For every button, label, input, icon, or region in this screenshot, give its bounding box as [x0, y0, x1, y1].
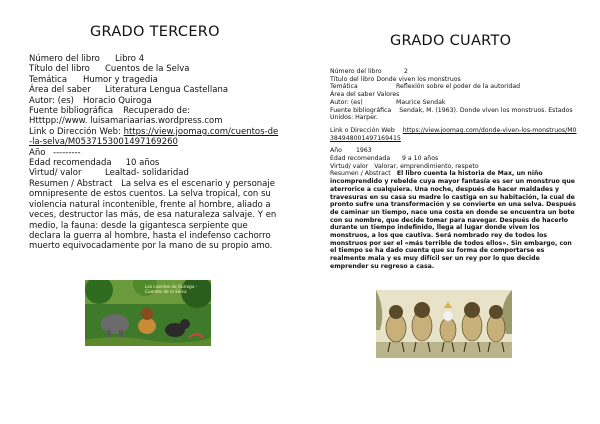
field-value: Recuperado de:	[123, 106, 191, 117]
field-value: Sendak, M. (1963). Donde viven los monstruos. Estados Unidos: Harper.	[330, 106, 573, 122]
field-autor	[29, 96, 281, 106]
resumen-text: La selva es el escenario y personaje omnipresente de estos cuentos. La selva tropical, con su violencia natural incontenible, frente al hombre, aliado a veces, destructor las más, de esa naturaleza salvaje. Y en medio, la fauna: desde la gigantesca serpiente que declara la guerra al hombre, hasta el indefenso cachorro muerto equivocadamente por la mano de su propio amo.	[29, 178, 277, 252]
field-link	[330, 127, 578, 142]
field-resumen	[29, 179, 281, 252]
field-numero	[29, 54, 281, 64]
field-area	[29, 85, 281, 95]
field-label: Área del saber	[330, 91, 375, 99]
page-title: GRADO TERCERO	[90, 24, 220, 40]
field-resumen	[330, 170, 578, 270]
field-edad	[29, 158, 281, 168]
book-cover-illustration	[85, 280, 211, 346]
field-value: Valorar, emprendimiento, respeto	[374, 162, 479, 170]
field-label: Autor: (es)	[330, 98, 363, 106]
field-label: Link o Dirección Web:	[29, 126, 121, 137]
field-label: Temática	[330, 83, 358, 91]
field-label: Título del libro	[330, 75, 375, 83]
book-record	[29, 54, 281, 252]
field-value: Horacio Quiroga	[83, 95, 152, 106]
field-label: Número del libro	[29, 54, 100, 64]
right-page	[300, 0, 600, 424]
field-tematica	[330, 83, 578, 91]
field-numero	[330, 68, 578, 76]
resumen-text: El libro cuenta la historia de Max, un niño incomprendido y rebelde cuya mayor fantasía es ser un monstruo que aterrorice a cualquiera. Una noche, después de hacer maldades y travesuras en su casa su madre lo castiga en su habitación, la cual de pronto sufre una transformación y se convierte en una selva. Después de caminar un tiempo, nace una costa en donde se encuentra un bote con su nombre, que decide tomar para navegar. Después de hacerlo durante un tiempo indefinido, llega al lugar donde viven los monstruos, a los que cautiva. Será nombrado rey de todos los monstruos por ser el «más terrible de todos ellos». Sin embargo, con el tiempo se ha dado cuenta que su forma de comportarse es realmente mala y es muy difícil ser un rey por lo que decide emprender su regreso a casa.	[330, 170, 576, 270]
web-link[interactable]: https://view.joomag.com/donde-viven-los-monstruos/M0384948001497169415	[330, 126, 577, 142]
field-value: 1963	[355, 147, 372, 155]
field-link	[29, 127, 281, 148]
field-tematica	[29, 75, 281, 85]
field-area	[330, 91, 578, 99]
field-label: Edad recomendada	[29, 158, 112, 169]
field-value: Donde viven los monstruos	[376, 75, 461, 83]
field-label: Autor: (es)	[29, 95, 74, 106]
book-cover-illustration	[376, 290, 512, 358]
field-edad	[330, 155, 578, 163]
field-label: Año	[29, 147, 46, 158]
field-virtud	[29, 168, 281, 178]
book-record	[330, 68, 578, 271]
field-label: Número del libro	[330, 68, 382, 75]
field-value: Reflexión sobre el poder de la autoridad	[396, 83, 521, 91]
field-value: Lealtad- solidaridad	[105, 168, 189, 179]
field-value: Valores	[376, 91, 400, 99]
field-virtud	[330, 163, 578, 171]
field-label: Edad recomendada	[330, 155, 391, 163]
field-label: Resumen / Abstract	[29, 178, 113, 189]
field-label: Fuente bibliográfica	[29, 106, 114, 117]
field-label: Resumen / Abstract	[330, 170, 391, 178]
field-label: Título del libro	[29, 64, 90, 75]
field-value: Humor y tragedia	[83, 74, 158, 85]
field-label: Fuente bibliográfica	[330, 106, 392, 114]
field-label: Temática	[29, 74, 68, 85]
field-label: Área del saber	[29, 85, 91, 96]
field-value: Literatura Lengua Castellana	[105, 85, 229, 96]
field-anio	[29, 148, 281, 158]
field-value: Cuentos de la Selva	[105, 64, 190, 75]
field-anio	[330, 147, 578, 155]
field-value: 2	[404, 68, 408, 75]
cover-caption: Los cuentos de Quiroga · Cuentos de la Selva	[145, 284, 198, 294]
web-link[interactable]: https://view.joomag.com/cuentos-de-la-selva/M0537153001497169260	[29, 126, 279, 148]
field-fuente	[330, 107, 578, 122]
field-value: 9 a 10 años	[402, 155, 439, 163]
field-label: Link o Dirección Web	[330, 126, 395, 134]
field-label: Año	[330, 147, 342, 155]
field-value: 10 años	[125, 158, 160, 169]
field-value: Libro 4	[115, 54, 145, 64]
field-autor	[330, 99, 578, 107]
fuente-url: Htttpp://www. luisamariaarias.wordpress.com	[29, 116, 223, 127]
field-titulo	[29, 64, 281, 74]
page-title: GRADO CUARTO	[390, 33, 512, 49]
field-value: Maurice Sendak	[396, 98, 446, 106]
field-label: Virtud/ valor	[330, 162, 369, 170]
field-label: Virtud/ valor	[29, 168, 82, 179]
field-fuente	[29, 106, 281, 116]
field-value: ---------	[53, 147, 81, 158]
